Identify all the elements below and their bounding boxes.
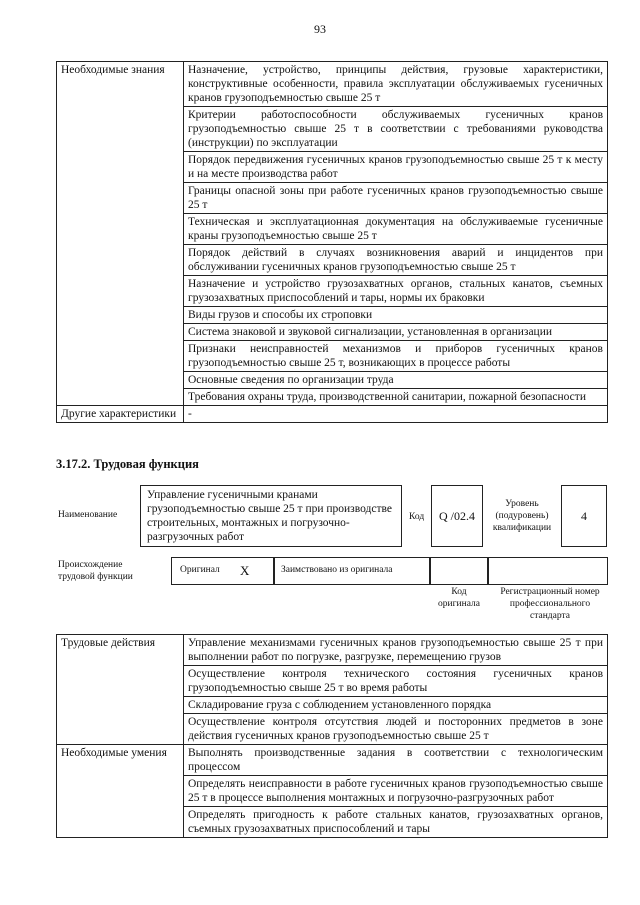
knowledge-item: Границы опасной зоны при работе гусеничных кранов грузоподъемностью свыше 25 т <box>184 183 608 214</box>
skills-label: Необходимые умения <box>57 745 184 838</box>
section-title: 3.17.2. Трудовая функция <box>56 457 199 471</box>
code-orig-cell <box>430 557 488 585</box>
page-number: 93 <box>314 22 326 36</box>
knowledge-item: Система знаковой и звуковой сигнализации, установленная в организации <box>184 324 608 341</box>
origin-label: Происхождение трудовой функции <box>58 560 133 582</box>
knowledge-item: Признаки неисправностей механизмов и приборов гусеничных кранов грузоподъемностью свыше 25 т, возникающих в процессе работы <box>184 341 608 372</box>
function-name: Управление гусеничными кранами грузоподъемностью свыше 25 т при производстве строительных, монтажных и погрузочно-разгрузочных работ <box>140 485 402 547</box>
skill-item: Определять пригодность к работе стальных канатов, грузозахватных органов, съемных грузозахватных приспособлений и тары <box>184 807 608 838</box>
knowledge-item: Порядок передвижения гусеничных кранов грузоподъемностью свыше 25 т к месту и на месте производства работ <box>184 152 608 183</box>
original-cell <box>171 557 274 585</box>
knowledge-item: Критерии работоспособности обслуживаемых гусеничных кранов грузоподъемностью свыше 25 т в соответствии с требованиями руководства (инструкции) по эксплуатации <box>184 107 608 152</box>
original-mark: X <box>240 563 250 578</box>
other-value: - <box>184 406 608 423</box>
knowledge-label: Необходимые знания <box>57 62 184 406</box>
original-label: Оригинал <box>180 565 220 575</box>
knowledge-item: Порядок действий в случаях возникновения аварий и инцидентов при обслуживании гусеничных кранов грузоподъемностью свыше 25 т <box>184 245 608 276</box>
level-label: Уровень (подуровень) квалификации <box>492 499 552 533</box>
knowledge-item: Виды грузов и способы их строповки <box>184 307 608 324</box>
reg-num-label: Регистрационный номер профессионального стандарта <box>500 587 600 621</box>
knowledge-item: Требования охраны труда, производственной санитарии, пожарной безопасности <box>184 389 608 406</box>
borrowed-cell <box>274 557 430 585</box>
name-label: Наименование <box>58 510 118 520</box>
knowledge-item: Основные сведения по организации труда <box>184 372 608 389</box>
reg-num-cell <box>488 557 608 585</box>
level-value: 4 <box>561 485 607 547</box>
code-value: Q /02.4 <box>431 485 483 547</box>
actions-table <box>56 634 608 838</box>
action-item: Осуществление контроля отсутствия людей и посторонних предметов в зоне действия гусеничных кранов грузоподъемностью свыше 25 т <box>184 714 608 745</box>
action-item: Складирование груза с соблюдением установленного порядка <box>184 697 608 714</box>
action-item: Осуществление контроля технического состояния гусеничных кранов грузоподъемностью свыше 25 т во время работы <box>184 666 608 697</box>
code-label: Код <box>409 512 425 522</box>
knowledge-item: Назначение, устройство, принципы действия, грузовые характеристики, конструктивные особенности, правила эксплуатации обслуживаемых гусеничных кранов грузоподъемностью свыше 25 т <box>184 62 608 107</box>
skill-item: Выполнять производственные задания в соответствии с технологическим процессом <box>184 745 608 776</box>
code-orig-label: Код оригинала <box>438 587 480 609</box>
borrowed-label: Заимствовано из оригинала <box>281 565 393 575</box>
actions-label: Трудовые действия <box>57 635 184 745</box>
knowledge-item: Назначение и устройство грузозахватных органов, стальных канатов, съемных грузозахватных приспособлений и тары, нормы их браковки <box>184 276 608 307</box>
knowledge-table <box>56 61 608 423</box>
action-item: Управление механизмами гусеничных кранов грузоподъемностью свыше 25 т при выполнении работ по погрузке, разгрузке, перемещению грузов <box>184 635 608 666</box>
other-label: Другие характеристики <box>57 406 184 423</box>
knowledge-item: Техническая и эксплуатационная документация на обслуживаемые гусеничные краны грузоподъемностью свыше 25 т <box>184 214 608 245</box>
skill-item: Определять неисправности в работе гусеничных кранов грузоподъемностью свыше 25 т в процессе выполнения монтажных и погрузочно-разгрузочных работ <box>184 776 608 807</box>
